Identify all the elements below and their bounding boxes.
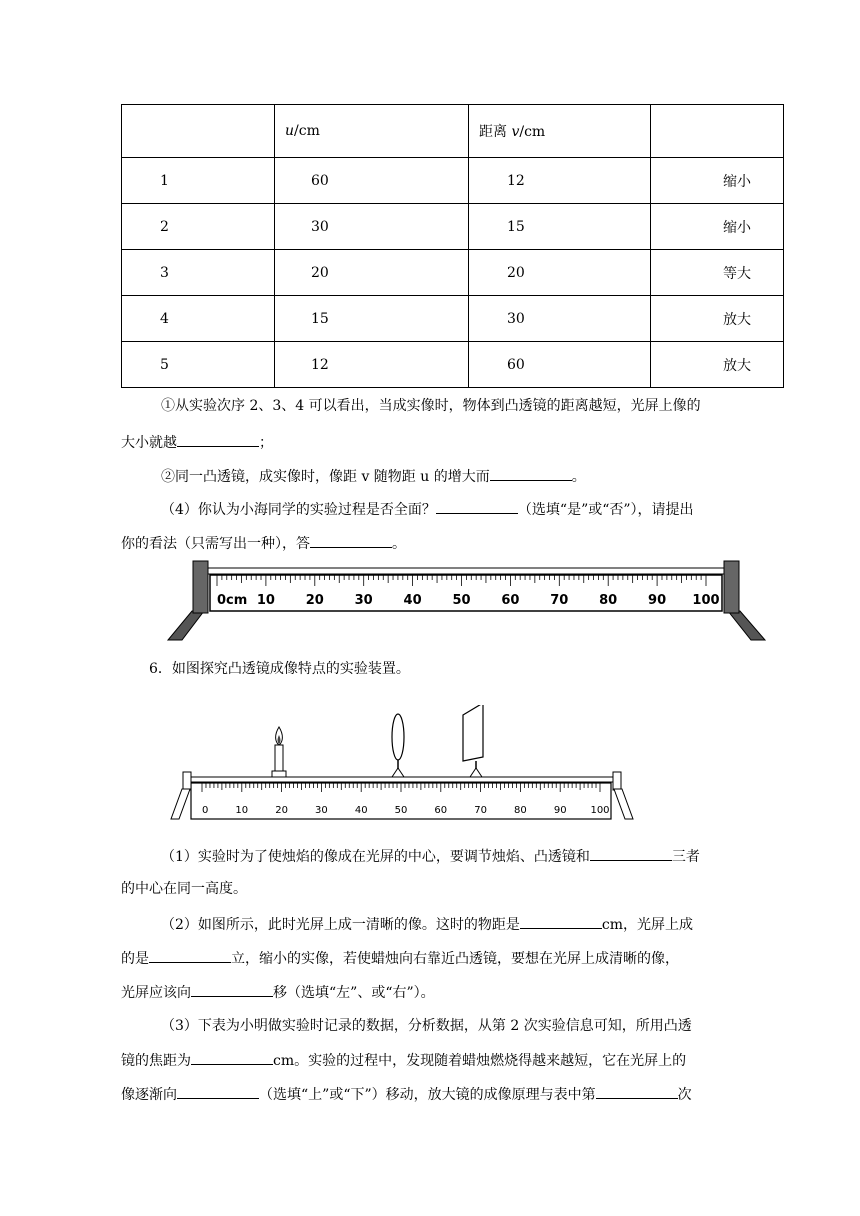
candle-body [275,745,283,771]
ruler-label: 10 [235,805,249,816]
table-row [122,204,784,250]
bench-rail [208,568,724,574]
q6-p2-line1 [161,914,693,935]
answer-blank[interactable] [596,1084,678,1099]
table-cell: 缩小 [651,158,784,204]
table-row [122,342,784,388]
screen-icon [463,705,483,761]
ruler-label: 30 [354,593,373,608]
q5-line1: ①从实验次序 2、3、4 可以看出，当成实像时，物体到凸透镜的距离越短，光屏上像的 [161,398,701,414]
table-cell: 12 [469,158,651,204]
table-row [122,250,784,296]
q5-line4-text: （4）你认为小海同学的实验过程是否全面？ [161,502,436,518]
q5-line3-text: ②同一凸透镜，成实像时，像距 v 随物距 u 的增大而 [161,469,490,485]
answer-blank[interactable] [520,914,602,929]
q6-p2-text: （2）如图所示，此时光屏上成一清晰的像。这时的物距是 [161,917,520,933]
ruler-label: 80 [599,593,618,608]
q5-line2 [121,432,273,453]
ruler-label: 20 [305,593,324,608]
convex-lens [392,714,404,777]
table-cell: 放大 [651,296,784,342]
answer-blank[interactable] [177,1084,259,1099]
bench-right-leg [728,611,765,640]
table-cell: 3 [122,250,275,296]
q6-p3-text-4: （选填“上”或“下”）移动，放大镜的成像原理与表中第 [259,1087,596,1103]
q6-p1-line2: 的中心在同一高度。 [121,881,247,897]
q5-line5-end: 。 [392,536,406,552]
ruler-label: 60 [434,805,448,816]
header-v-text: v [511,124,520,140]
answer-blank[interactable] [191,982,273,997]
ruler-label: 50 [452,593,471,608]
table-cell: 15 [275,296,469,342]
header-u-text: u [285,123,295,139]
table-cell: 20 [469,250,651,296]
table-cell: 4 [122,296,275,342]
bench-right-post [613,772,621,790]
ruler-label: 0 [202,805,209,816]
q6-p1-text-end: 三者 [671,849,700,865]
ruler-label: 0cm [217,593,248,608]
q5-line5-text: 你的看法（只需写出一种），答 [121,536,310,552]
lens-icon [392,714,404,760]
answer-blank[interactable] [436,499,518,514]
optical-bench-ruler-figure [160,558,775,646]
q5-line3-end: 。 [571,469,586,485]
table-cell: 12 [275,342,469,388]
q5-line3 [161,466,586,487]
bench-right-leg [614,789,633,819]
answer-blank[interactable] [590,846,672,861]
table-cell: 5 [122,342,275,388]
ruler-label: 40 [403,593,422,608]
ruler-label: 10 [256,593,275,608]
ruler-label: 20 [275,805,288,816]
table-row [122,158,784,204]
q6-p3-line3 [121,1084,692,1105]
header-cell [122,105,275,158]
ruler-label: 30 [315,805,328,816]
q6-p3-text-5: 次 [677,1087,692,1103]
answer-blank[interactable] [149,948,231,963]
table-header-row [122,105,784,158]
answer-blank[interactable] [191,1050,273,1065]
q6-p3-text: 镜的焦距为 [121,1053,191,1069]
bench-left-leg [168,611,204,640]
q5-line5 [121,533,406,554]
q6-p3-line1: （3）下表为小明做实验时记录的数据，分析数据，从第 2 次实验信息可知，所用凸透 [161,1018,692,1034]
ruler-label: 90 [648,593,667,608]
lens-holder [392,768,404,777]
bench-rail [185,777,615,782]
q6-p2-line2 [121,948,679,969]
candle-holder [272,771,286,777]
bench-right-post [724,561,739,613]
table-cell: 缩小 [651,204,784,250]
ruler-label: 60 [501,593,520,608]
q5-line4 [161,499,694,520]
ruler-label: 100 [692,593,720,608]
table-cell: 2 [122,204,275,250]
ruler-label: 40 [354,805,368,816]
light-screen [463,705,483,777]
q5-line4-end: （选填“是”或“否”），请提出 [517,502,694,518]
q6-p2-text-3: 的是 [121,951,149,967]
table-cell: 60 [469,342,651,388]
q6-p3-line2 [121,1050,686,1071]
ruler-label: 70 [550,593,569,608]
candle [272,727,286,777]
bench-left-post [183,772,191,790]
table-cell: 30 [469,296,651,342]
q6-p1-line1 [161,846,700,867]
screen-holder [470,768,482,777]
answer-blank[interactable] [310,533,392,548]
q6-p3-text-2: cm。实验的过程中，发现随着蜡烛燃烧得越来越短，它在光屏上的 [273,1053,687,1069]
header-cell-v: 距离 v/cm [469,105,651,158]
header-cell [651,105,784,158]
q6-p2-text-5: 光屏应该向 [121,985,191,1001]
table-cell: 等大 [651,250,784,296]
q6-p2-text-4: 立，缩小的实像，若使蜡烛向右靠近凸透镜，要想在光屏上成清晰的像， [231,951,679,967]
table-cell: 放大 [651,342,784,388]
q6-title: 6．如图探究凸透镜成像特点的实验装置。 [149,661,410,677]
q6-p2-text-6: 移（选填“左”、或“右”）。 [273,985,435,1001]
answer-blank[interactable] [490,466,572,481]
ruler-label: 80 [514,805,527,816]
table-row [122,296,784,342]
q6-p3-text-3: 像逐渐向 [121,1087,177,1103]
bench-left-leg [171,789,190,819]
header-cell-u: u/cm [275,105,469,158]
answer-blank[interactable] [177,432,259,447]
table-cell: 15 [469,204,651,250]
table-cell: 60 [275,158,469,204]
ruler-label: 90 [553,805,567,816]
table-cell: 20 [275,250,469,296]
q5-line2-end: ； [259,435,273,451]
ruler-label: 70 [474,805,487,816]
bench-left-post [193,561,208,613]
q6-p2-line3 [121,982,435,1003]
table-cell: 30 [275,204,469,250]
table-cell: 1 [122,158,275,204]
ruler-label: 50 [394,805,408,816]
data-table [121,104,784,388]
q6-p2-text-2: cm，光屏上成 [601,917,694,933]
lens-experiment-figure [165,705,640,825]
q5-line2-text: 大小就越 [121,435,177,451]
ruler-label: 100 [590,805,610,816]
q6-p1-text: （1）实验时为了使烛焰的像成在光屏的中心，要调节烛焰、凸透镜和 [161,849,590,865]
